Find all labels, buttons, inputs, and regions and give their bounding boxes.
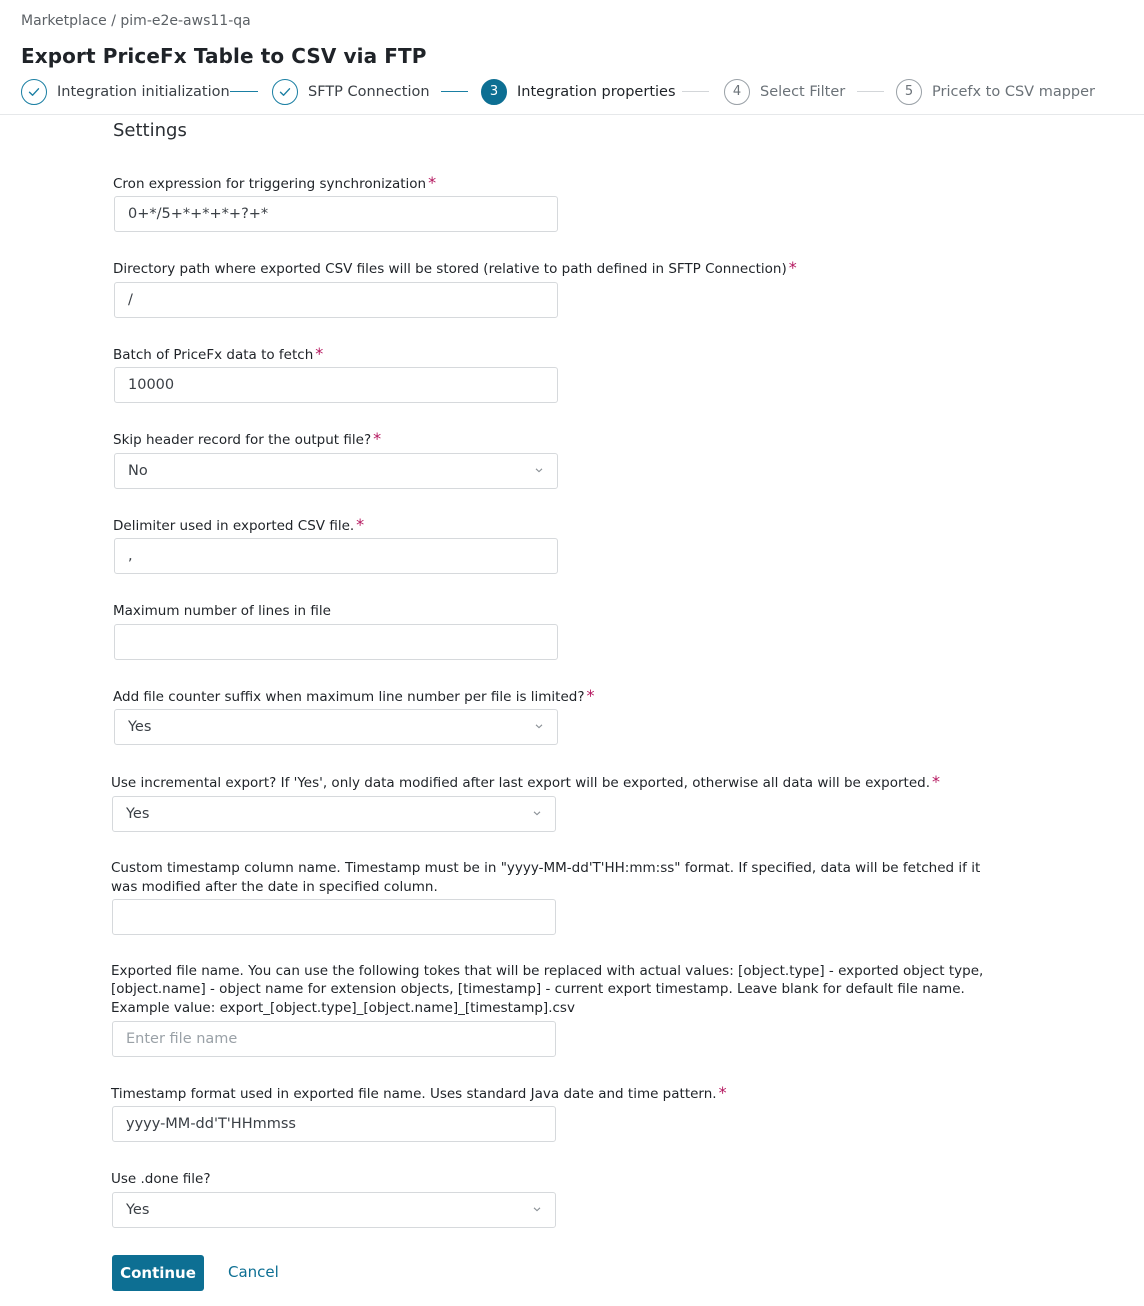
custom-timestamp-column-label: Custom timestamp column name. Timestamp must be in "yyyy-MM-dd'T'HH:mm:ss" format. If specified, data will be fetched if it was modified after the date in specified column. [111, 860, 981, 895]
batch-size-input[interactable] [114, 367, 558, 403]
skip-header-label: Skip header record for the output file? * [113, 429, 382, 448]
field-placeholder: Enter file name [126, 1031, 238, 1047]
check-icon [272, 79, 298, 105]
delimiter-label: Delimiter used in exported CSV file. * [113, 515, 365, 534]
step-number: 4 [724, 79, 750, 105]
delimiter-input[interactable] [114, 538, 558, 574]
use-done-file-label: Use .done file? [111, 1171, 211, 1187]
field-value: No [128, 463, 148, 479]
breadcrumb[interactable]: Marketplace / pim-e2e-aws11-qa [21, 13, 251, 29]
step-select-filter[interactable] [724, 78, 845, 105]
field-value: 10000 [128, 377, 175, 393]
step-connector [441, 91, 468, 92]
required-marker: * [932, 772, 941, 791]
step-sftp-connection[interactable] [272, 78, 430, 105]
check-icon [21, 79, 47, 105]
stepper [21, 78, 1141, 105]
timestamp-format-label: Timestamp format used in exported file name. Uses standard Java date and time pattern. * [111, 1083, 727, 1102]
skip-header-select[interactable] [114, 453, 558, 489]
field-value: yyyy-MM-dd'T'HHmmss [126, 1116, 296, 1132]
step-number: 5 [896, 79, 922, 105]
file-counter-suffix-label: Add file counter suffix when maximum line number per file is limited? * [113, 686, 595, 705]
field-value: , [128, 548, 133, 564]
chevron-down-icon [534, 465, 544, 475]
exported-file-name-label: Exported file name. You can use the following tokes that will be replaced with actual values: [object.type] - exported object type, [object.name] - object name for extension objects, [timestamp] - current export timestamp. Leave blank for default file name. Example value: export_[object.type]_[object.name]_[timestamp].csv [111, 963, 984, 1016]
step-label: Pricefx to CSV mapper [932, 83, 1095, 100]
chevron-down-icon [532, 808, 542, 818]
batch-size-label: Batch of PriceFx data to fetch * [113, 344, 324, 363]
directory-path-input[interactable] [114, 282, 558, 318]
required-marker: * [718, 1083, 727, 1102]
field-value: / [128, 292, 133, 308]
page-title: Export PriceFx Table to CSV via FTP [21, 44, 427, 68]
continue-button[interactable]: Continue [112, 1255, 204, 1291]
step-number: 3 [481, 79, 507, 105]
field-value: 0+*/5+*+*+*+?+* [128, 206, 269, 222]
max-lines-input[interactable] [114, 624, 558, 660]
chevron-down-icon [532, 1204, 542, 1214]
step-integration-properties[interactable] [481, 78, 676, 105]
directory-path-label: Directory path where exported CSV files will be stored (relative to path defined in SFTP Connection) * [113, 258, 797, 277]
step-pricefx-to-csv-mapper[interactable] [896, 78, 1095, 105]
exported-file-name-input[interactable] [112, 1021, 556, 1057]
step-connector [857, 91, 884, 92]
field-value: Yes [128, 719, 152, 735]
section-title: Settings [113, 120, 187, 141]
step-connector [682, 91, 709, 92]
header-divider [0, 114, 1144, 115]
required-marker: * [356, 515, 365, 534]
step-label: Integration properties [517, 83, 676, 100]
required-marker: * [788, 258, 797, 277]
step-label: Select Filter [760, 83, 846, 100]
incremental-export-label: Use incremental export? If 'Yes', only data modified after last export will be exported, otherwise all data will be exported. * [111, 772, 941, 791]
required-marker: * [373, 429, 382, 448]
step-label: SFTP Connection [308, 83, 430, 100]
required-marker: * [315, 344, 324, 363]
max-lines-label: Maximum number of lines in file [113, 603, 331, 619]
timestamp-format-input[interactable] [112, 1106, 556, 1142]
incremental-export-select[interactable] [112, 796, 556, 832]
step-connector [230, 91, 258, 92]
step-integration-initialization[interactable] [21, 78, 230, 105]
use-done-file-select[interactable] [112, 1192, 556, 1228]
cron-expression-label: Cron expression for triggering synchronization * [113, 173, 437, 192]
cron-expression-input[interactable] [114, 196, 558, 232]
required-marker: * [586, 686, 595, 705]
cancel-link[interactable]: Cancel [228, 1263, 279, 1281]
field-value: Yes [126, 806, 150, 822]
step-label: Integration initialization [57, 83, 230, 100]
required-marker: * [428, 173, 437, 192]
field-value: Yes [126, 1202, 150, 1218]
chevron-down-icon [534, 721, 544, 731]
file-counter-suffix-select[interactable] [114, 709, 558, 745]
custom-timestamp-column-input[interactable] [112, 899, 556, 935]
